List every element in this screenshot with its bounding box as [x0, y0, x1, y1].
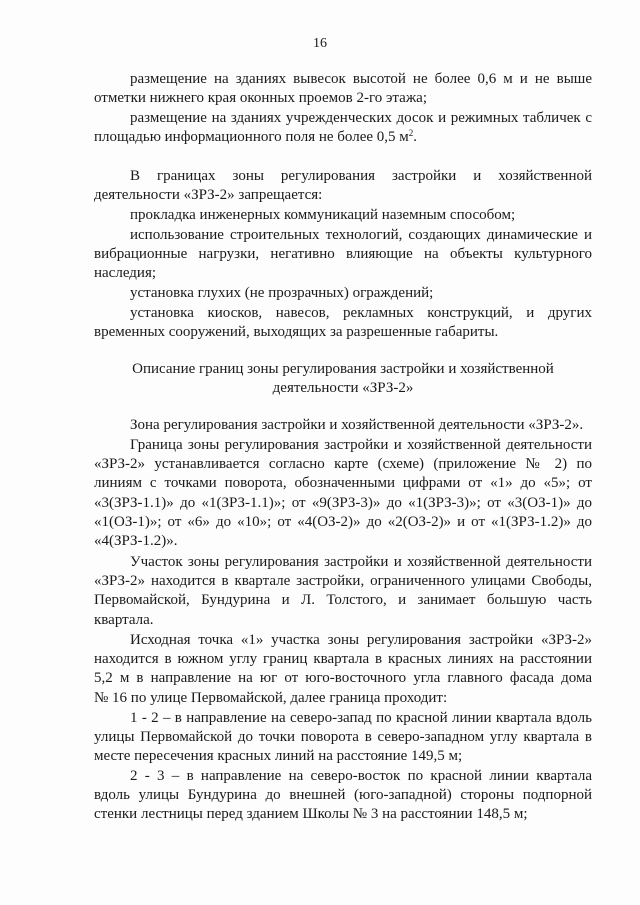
- text-line: «4(ЗРЗ-1.2)».: [94, 532, 178, 549]
- paragraph-prohibited-intro: [94, 167, 592, 205]
- text-line: Граница зоны регулирования застройки и хозяйственной деятельности: [130, 437, 592, 453]
- text-line: деятельности «ЗРЗ-2» запрещается:: [94, 187, 323, 204]
- text-line: временных сооружений, выходящих за разрешенные габариты.: [94, 324, 499, 341]
- text-line: размещение на зданиях вывесок высотой не более 0,6 м и не выше: [130, 71, 592, 87]
- heading-line: деятельности «ЗРЗ-2»: [272, 380, 414, 397]
- text-line: 5,2 м в направление на юг от юго-восточного угла главного фасада дома: [94, 670, 592, 687]
- text-line: наследия;: [94, 265, 157, 282]
- section-heading: [94, 360, 592, 398]
- text-line: использование строительных технологий, создающих динамические и: [130, 227, 592, 243]
- paragraph-fences: [94, 284, 592, 303]
- text-line: стенки лестницы перед зданием Школы № 3 на расстоянии 148,5 м;: [94, 806, 528, 823]
- text-run: площадью информационного поля не более 0,5 м: [94, 129, 409, 146]
- paragraph-segment-2-3: [94, 767, 592, 825]
- text-line: вибрационные нагрузки, негативно влияющие на объекты культурного: [94, 246, 592, 263]
- text-line: улицы Первомайской до точки поворота в северо-западном углу квартала в: [94, 729, 592, 746]
- text-line: «ЗРЗ-2» устанавливается согласно карте (схеме) (приложение № 2) по: [94, 456, 592, 473]
- text-line: «1(ОЗ-1)»; от «6» до «10»; от «4(ОЗ-2)» до «2(ОЗ-2)» и от «1(ЗРЗ-1.2)» до: [94, 513, 592, 530]
- text-line: [94, 128, 592, 147]
- text-line: Зона регулирования застройки и хозяйственной деятельности «ЗРЗ-2».: [130, 417, 584, 433]
- text-run: .: [413, 129, 418, 146]
- text-line: линиям с точками поворота, обозначенными цифрами от «1» до «5»; от: [94, 475, 592, 492]
- paragraph-signage: [94, 70, 592, 108]
- text-line: установка глухих (не прозрачных) ограждений;: [130, 285, 434, 301]
- paragraph-segment-1-2: [94, 709, 592, 767]
- text-line: Исходная точка «1» участка зоны регулирования застройки «ЗРЗ-2»: [130, 632, 592, 648]
- paragraph-kiosks: [94, 304, 592, 342]
- heading-line: Описание границ зоны регулирования застройки и хозяйственной: [132, 361, 554, 377]
- text-line: «ЗРЗ-2» находится в квартале застройки, ограниченного улицами Свободы,: [94, 573, 592, 590]
- paragraph-starting-point: [94, 631, 592, 708]
- superscript: 2: [408, 128, 414, 139]
- text-line: вдоль улицы Бундурина до внешней (юго-западной) стороны подпорной: [94, 787, 592, 804]
- text-line: прокладка инженерных коммуникаций наземным способом;: [130, 207, 516, 223]
- paragraph-technologies: [94, 226, 592, 284]
- text-line: № 16 по улице Первомайской, далее граница проходит:: [94, 689, 448, 706]
- text-line: Первомайской, Бундурина и Л. Толстого, и занимает большую часть: [94, 592, 592, 609]
- text-line: находится в южном углу границ квартала в красных линиях на расстоянии: [94, 651, 592, 668]
- page-number: 16: [313, 36, 327, 51]
- paragraph-utilities: [94, 206, 592, 225]
- text-line: установка киосков, навесов, рекламных конструкций, и других: [130, 305, 592, 321]
- text-line: размещение на зданиях учрежденческих досок и режимных табличек с: [130, 110, 592, 126]
- paragraph-boundary: [94, 436, 592, 551]
- text-line: «3(ЗРЗ-1.1)» до «1(ЗРЗ-1.1)»; от «9(ЗРЗ-3)» до «1(ЗРЗ-3)»; от «3(ОЗ-1)» до: [94, 494, 592, 511]
- text-line: 1 - 2 – в направление на северо-запад по красной линии квартала вдоль: [130, 710, 592, 726]
- paragraph-zone-title: [94, 416, 592, 435]
- text-line: квартала.: [94, 611, 154, 628]
- paragraph-plaques: [94, 109, 592, 147]
- paragraph-plot-location: [94, 553, 592, 630]
- text-line: В границах зоны регулирования застройки и хозяйственной: [130, 168, 592, 184]
- text-line: 2 - 3 – в направление на северо-восток по красной линии квартала: [130, 768, 592, 784]
- text-line: месте пересечения красных линий на расстояние 149,5 м;: [94, 748, 463, 765]
- text-line: Участок зоны регулирования застройки и хозяйственной деятельности: [130, 554, 592, 570]
- text-line: отметки нижнего края оконных проемов 2-го этажа;: [94, 90, 428, 107]
